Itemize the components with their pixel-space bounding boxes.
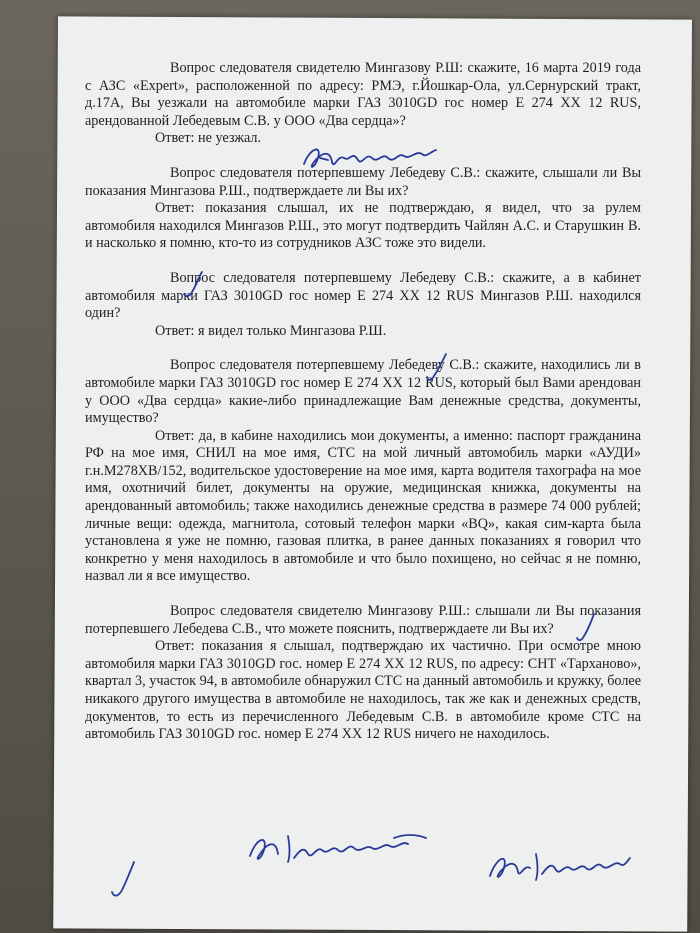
answer-paragraph: Ответ: я видел только Мингазова Р.Ш. [155,322,387,339]
question-paragraph: Вопрос следователя свидетелю Мингазову Р.Ш: скажите, 16 марта 2019 года с АЗС «Expert», расположенной по адресу: РМЭ, г.Йошкар-Ола, ул.Сернурский тракт, д.17А, Вы уезжали на автомобиле марки ГАЗ 3010GD гос номер Е 274 ХХ 12 RUS, арендованной Лебедевым С.В. у ООО «Два сердца»? [85,60,641,129]
question-paragraph: Вопрос следователя потерпевшему Лебедеву С.В.: скажите, слышали ли Вы показания Мингазова Р.Ш., подтверждаете ли Вы их? [85,164,641,199]
signature-lebedev-3 [574,610,602,646]
signature-lebedev-2 [424,350,454,386]
answer-paragraph: Ответ: не уезжал. [155,130,262,147]
signature-mingazov-3 [484,846,634,886]
signature-lebedev-1 [180,268,210,302]
signature-mingazov-2 [244,828,434,868]
signature-lebedev-4 [108,858,142,902]
question-paragraph: Вопрос следователя свидетелю Мингазову Р.Ш.: слышали ли Вы показания потерпевшего Лебедева С.В., что можете пояснить, подтверждаете ли Вы их? [85,603,641,637]
answer-paragraph: Ответ: да, в кабине находились мои документы, а именно: паспорт гражданина РФ на мое имя, СНИЛ на мое имя, СТС на мой личный автомобиль марки «АУДИ» г.н.М278ХВ/152, водительское удостоверение на мое имя, карта водителя тахографа на мое имя, охотничий билет, документы на оружие, медицинская книжка, документы на арендованный автомобиль; также находились денежные средства в размере 74 000 рублей; личные вещи: одежда, магнитола, сотовый телефон марки «BQ», какая сим-карта была установлена я уже не помню, газовая плитка, в ранее данных показаниях я говорил что конкретно у меня находилось в автомобиле и что было похищено, но сейчас я не помню, назвал ли я все имущество. [85,427,641,585]
question-paragraph: Вопрос следователя потерпевшему Лебедеву С.В.: скажите, находились ли в автомобиле марки ГАЗ 3010GD гос номер Е 274 ХХ 12 RUS, который был Вами арендован у ООО «Два сердца» какие-либо принадлежащие Вам денежные средства, документы, имущество? [85,357,641,427]
answer-paragraph: Ответ: показания я слышал, подтверждаю их частично. При осмотре мною автомобиля марки ГАЗ 3010GD гос. номер Е 274 ХХ 12 RUS, по адресу: СНТ «Тарханово», квартал 3, участок 94, в автомобиле обнаружил СТС на данный автомобиль и кружку, более никакого другого имущества в автомобиле не находилось, так же как и денежных средств, документов, то есть из перечисленного Лебедевым С.В. в автомобиле кроме СТС на автомобиль ГАЗ 3010GD гос. номер Е 274 ХХ 12 RUS ничего не находилось. [85,638,641,743]
signature-mingazov-1 [300,140,440,174]
question-paragraph: Вопрос следователя потерпевшему Лебедеву С.В.: скажите, а в кабинет автомобиля марки ГАЗ 3010GD гос номер Е 274 ХХ 12 RUS Мингазов Р.Ш. находился один? [85,269,641,322]
answer-paragraph: Ответ: показания слышал, их не подтверждаю, я видел, что за рулем автомобиля находился Мингазов Р.Ш., это могут подтвердить Чайлян А.С. и Старушкин В. и насколько я помню, кто-то из сотрудников АЗС тоже это видели. [85,200,641,252]
